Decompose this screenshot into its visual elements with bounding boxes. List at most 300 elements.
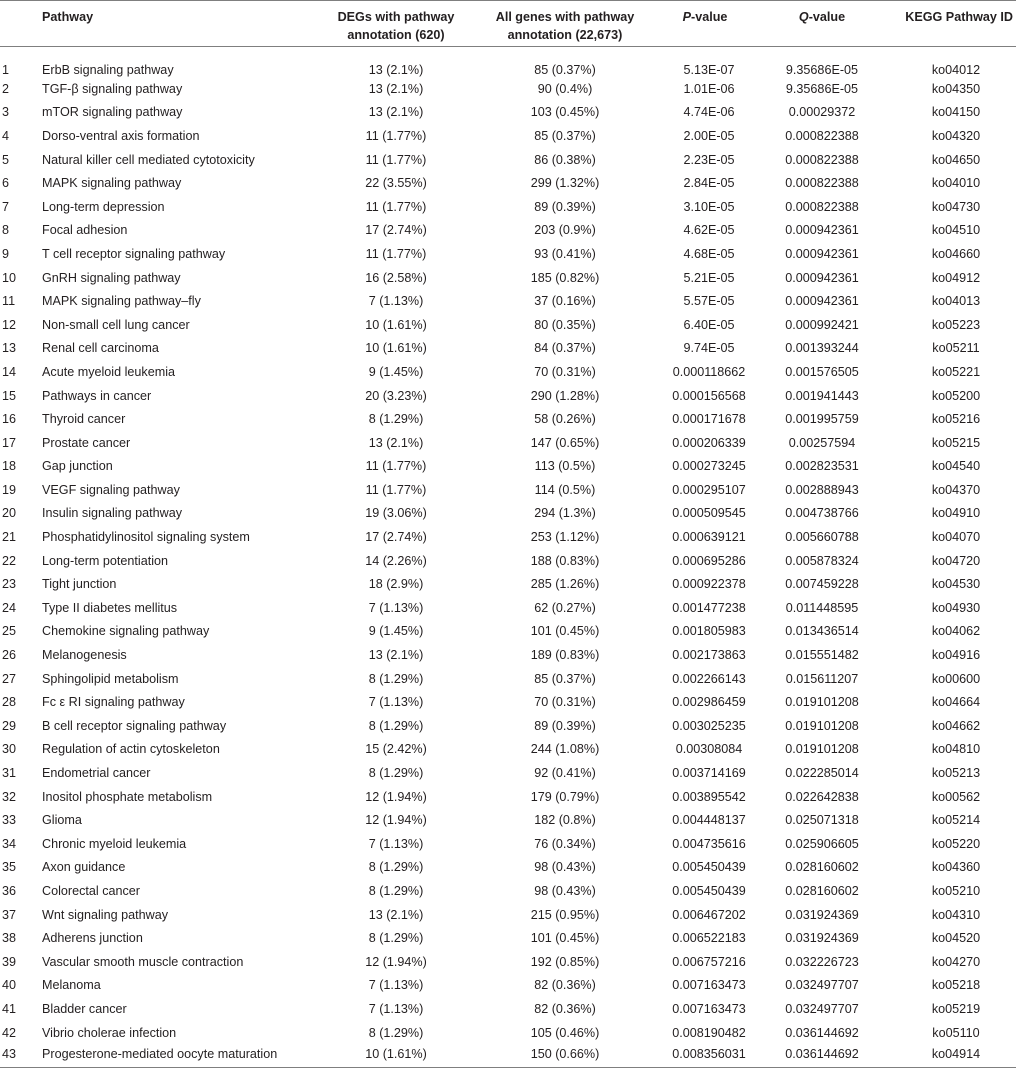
degs-count: 15 (2.42%)	[365, 742, 427, 757]
q-value: 0.001995759	[785, 412, 859, 427]
pathway-name: Axon guidance	[42, 860, 126, 875]
table-row	[0, 431, 1016, 455]
degs-count: 12 (1.94%)	[365, 954, 427, 969]
p-value: 0.000922378	[672, 577, 746, 592]
pathway-name: MAPK signaling pathway–fly	[42, 294, 201, 309]
table-row	[0, 950, 1016, 974]
p-value: 0.000273245	[672, 459, 746, 474]
p-value: 0.003714169	[672, 766, 746, 781]
q-value: 0.000822388	[785, 152, 859, 167]
degs-count: 13 (2.1%)	[368, 435, 424, 450]
pathway-name: Type II diabetes mellitus	[42, 600, 178, 615]
table-row	[0, 856, 1016, 880]
p-value: 0.007163473	[672, 1001, 746, 1016]
all-genes-count: 62 (0.27%)	[534, 600, 596, 615]
row-index: 10	[2, 270, 17, 285]
q-value: 0.004738766	[785, 506, 859, 521]
table-row	[0, 407, 1016, 431]
row-index: 36	[2, 883, 17, 898]
table-row	[0, 1044, 1016, 1068]
kegg-id: ko04520	[931, 931, 981, 946]
p-value: 0.006757216	[672, 954, 746, 969]
table-row	[0, 77, 1016, 101]
pathway-name: B cell receptor signaling pathway	[42, 718, 227, 733]
all-genes-count: 85 (0.37%)	[534, 128, 596, 143]
table-row	[0, 620, 1016, 644]
pathway-name: VEGF signaling pathway	[42, 482, 180, 497]
pathway-name: Bladder cancer	[42, 1001, 127, 1016]
kegg-id: ko05211	[932, 341, 980, 356]
pathway-name: Dorso-ventral axis formation	[42, 128, 200, 143]
pathway-name: Non-small cell lung cancer	[42, 317, 190, 332]
q-value: 0.022642838	[785, 789, 859, 804]
table-row	[0, 124, 1016, 148]
row-index: 38	[2, 931, 17, 946]
degs-count: 20 (3.23%)	[365, 388, 427, 403]
table-row	[0, 738, 1016, 762]
p-value: 0.001477238	[672, 600, 746, 615]
row-index: 28	[2, 695, 17, 710]
all-genes-count: 105 (0.46%)	[530, 1025, 600, 1040]
q-value: 0.011448595	[785, 600, 859, 615]
degs-count: 8 (1.29%)	[368, 860, 424, 875]
pathway-name: Progesterone-mediated oocyte maturation	[42, 1044, 314, 1068]
table-row	[0, 148, 1016, 172]
row-index: 5	[2, 152, 10, 167]
kegg-id: ko04510	[931, 223, 981, 238]
table-row	[0, 101, 1016, 125]
pathway-name: MAPK signaling pathway	[42, 176, 182, 191]
table-row	[0, 384, 1016, 408]
row-index: 14	[2, 364, 17, 379]
kegg-id: ko04660	[931, 246, 981, 261]
header-degs-line2: annotation (620)	[347, 28, 445, 42]
p-value: 5.13E-07	[683, 63, 735, 77]
kegg-id: ko05220	[931, 836, 981, 851]
table-row	[0, 171, 1016, 195]
all-genes-count: 58 (0.26%)	[534, 412, 596, 427]
q-value: 0.022285014	[785, 766, 859, 781]
kegg-id: ko04650	[931, 152, 981, 167]
pathway-name: Focal adhesion	[42, 223, 128, 238]
all-genes-count: 101 (0.45%)	[530, 931, 600, 946]
q-value: 0.025071318	[785, 813, 859, 828]
q-value: 0.001393244	[785, 341, 859, 356]
row-index: 27	[2, 671, 17, 686]
table-row	[0, 219, 1016, 243]
all-genes-count: 92 (0.41%)	[534, 766, 596, 781]
all-genes-count: 189 (0.83%)	[530, 648, 600, 663]
pathway-name: Regulation of actin cytoskeleton	[42, 742, 220, 757]
row-index: 26	[2, 648, 17, 663]
row-index: 34	[2, 836, 17, 851]
kegg-id: ko04270	[931, 954, 981, 969]
all-genes-count: 290 (1.28%)	[530, 388, 600, 403]
q-value: 0.036144692	[785, 1025, 859, 1040]
all-genes-count: 98 (0.43%)	[534, 860, 596, 875]
degs-count: 12 (1.94%)	[365, 789, 427, 804]
degs-count: 13 (2.1%)	[368, 105, 424, 120]
table-body	[0, 47, 1016, 1068]
all-genes-count: 101 (0.45%)	[530, 624, 600, 639]
table-row	[0, 596, 1016, 620]
header-all-line1: All genes with pathway	[495, 10, 635, 24]
q-value: 0.000992421	[785, 317, 859, 332]
q-value: 0.032226723	[785, 954, 859, 969]
degs-count: 10 (1.61%)	[365, 317, 427, 332]
table-row	[0, 47, 1016, 78]
pathway-name: Melanogenesis	[42, 648, 127, 663]
p-value: 0.000695286	[672, 553, 746, 568]
pathway-name: Inositol phosphate metabolism	[42, 789, 213, 804]
q-value: 0.000822388	[785, 176, 859, 191]
all-genes-count: 215 (0.95%)	[530, 907, 600, 922]
all-genes-count: 294 (1.3%)	[534, 506, 596, 521]
pathway-name: Chemokine signaling pathway	[42, 624, 210, 639]
table-row	[0, 997, 1016, 1021]
table-row	[0, 832, 1016, 856]
kegg-id: ko04370	[931, 482, 981, 497]
all-genes-count: 86 (0.38%)	[534, 152, 596, 167]
degs-count: 8 (1.29%)	[368, 883, 424, 898]
pathway-name: Long-term depression	[42, 199, 165, 214]
all-genes-count: 299 (1.32%)	[530, 176, 600, 191]
pathway-name: T cell receptor signaling pathway	[42, 246, 226, 261]
p-value: 0.008356031	[652, 1044, 758, 1068]
kegg-id: ko04013	[931, 294, 981, 309]
p-value: 0.000206339	[672, 435, 746, 450]
table-row	[0, 572, 1016, 596]
header-qvalue-italic: Q	[798, 10, 809, 24]
all-genes-count: 185 (0.82%)	[530, 270, 600, 285]
row-index: 31	[2, 766, 17, 781]
table-row	[0, 903, 1016, 927]
header-pvalue-suffix: -value	[691, 10, 728, 24]
pathway-name: Endometrial cancer	[42, 766, 151, 781]
table-row	[0, 266, 1016, 290]
degs-count: 8 (1.29%)	[368, 766, 424, 781]
pathway-name: Fc ε RI signaling pathway	[42, 695, 185, 710]
q-value: 0.005660788	[785, 530, 859, 545]
all-genes-count: 85 (0.37%)	[534, 671, 596, 686]
pathway-name: Wnt signaling pathway	[42, 907, 169, 922]
q-value: 0.028160602	[785, 860, 859, 875]
p-value: 0.000118662	[672, 364, 746, 379]
p-value: 5.21E-05	[683, 270, 735, 285]
all-genes-count: 85 (0.37%)	[534, 63, 596, 77]
kegg-id: ko04350	[931, 81, 981, 96]
q-value: 0.000822388	[785, 128, 859, 143]
degs-count: 11 (1.77%)	[365, 459, 427, 474]
p-value: 0.000171678	[672, 412, 746, 427]
kegg-id: ko04062	[931, 624, 981, 639]
q-value: 0.019101208	[785, 695, 859, 710]
row-index: 25	[2, 624, 17, 639]
row-index: 42	[2, 1025, 17, 1040]
pathway-name: Chronic myeloid leukemia	[42, 836, 187, 851]
all-genes-count: 70 (0.31%)	[534, 364, 596, 379]
all-genes-count: 90 (0.4%)	[537, 81, 593, 96]
table-row	[0, 549, 1016, 573]
row-index: 3	[2, 105, 10, 120]
q-value: 0.031924369	[785, 931, 859, 946]
header-pathway: Pathway	[42, 1, 314, 47]
degs-count: 11 (1.77%)	[365, 128, 427, 143]
row-index: 43	[0, 1044, 42, 1068]
degs-count: 7 (1.13%)	[368, 836, 424, 851]
degs-count: 17 (2.74%)	[365, 530, 427, 545]
kegg-id: ko04530	[931, 577, 981, 592]
degs-count: 7 (1.13%)	[368, 600, 424, 615]
pathway-name: Sphingolipid metabolism	[42, 671, 179, 686]
pathway-name: Vibrio cholerae infection	[42, 1025, 177, 1040]
kegg-id: ko00600	[931, 671, 981, 686]
degs-count: 7 (1.13%)	[368, 294, 424, 309]
q-value: 0.025906605	[785, 836, 859, 851]
p-value: 4.62E-05	[683, 223, 735, 238]
degs-count: 10 (1.61%)	[365, 341, 427, 356]
pathway-name: Melanoma	[42, 978, 101, 993]
pathway-name: mTOR signaling pathway	[42, 105, 183, 120]
pathway-name: Acute myeloid leukemia	[42, 364, 175, 379]
table-row	[0, 1021, 1016, 1045]
kegg-id: ko04914	[886, 1044, 1016, 1068]
kegg-id: ko04910	[931, 506, 981, 521]
all-genes-count: 244 (1.08%)	[530, 742, 600, 757]
kegg-id: ko04310	[931, 907, 981, 922]
kegg-id: ko05221	[931, 364, 981, 379]
degs-count: 16 (2.58%)	[365, 270, 427, 285]
p-value: 0.006467202	[672, 907, 746, 922]
p-value: 6.40E-05	[683, 317, 735, 332]
header-pvalue	[652, 1, 758, 47]
p-value: 5.57E-05	[683, 294, 735, 309]
row-index: 29	[2, 718, 17, 733]
kegg-id: ko05213	[931, 766, 981, 781]
header-all-genes	[478, 1, 652, 47]
header-index	[0, 1, 42, 47]
p-value: 0.002986459	[672, 695, 746, 710]
row-index: 15	[2, 388, 17, 403]
table-row	[0, 808, 1016, 832]
p-value: 2.00E-05	[683, 128, 735, 143]
header-pvalue-italic: P	[682, 10, 691, 24]
q-value: 0.019101208	[785, 742, 859, 757]
all-genes-count: 82 (0.36%)	[534, 978, 596, 993]
degs-count: 8 (1.29%)	[368, 718, 424, 733]
p-value: 0.00308084	[675, 742, 743, 757]
q-value: 0.000822388	[785, 199, 859, 214]
table-row	[0, 667, 1016, 691]
q-value: 0.005878324	[785, 553, 859, 568]
row-index: 33	[2, 813, 17, 828]
pathway-name: TGF-β signaling pathway	[42, 81, 183, 96]
kegg-id: ko00562	[931, 789, 981, 804]
table-row	[0, 974, 1016, 998]
degs-count: 11 (1.77%)	[365, 246, 427, 261]
kegg-id: ko04010	[931, 176, 981, 191]
table-row	[0, 195, 1016, 219]
table-row	[0, 360, 1016, 384]
kegg-id: ko04540	[931, 459, 981, 474]
kegg-id: ko04320	[931, 128, 981, 143]
kegg-id: ko05219	[931, 1001, 981, 1016]
row-index: 13	[2, 341, 17, 356]
p-value: 0.006522183	[672, 931, 746, 946]
row-index: 8	[2, 223, 10, 238]
all-genes-count: 192 (0.85%)	[530, 954, 600, 969]
p-value: 2.23E-05	[683, 152, 735, 167]
table-row	[0, 926, 1016, 950]
row-index: 20	[2, 506, 17, 521]
row-index: 18	[2, 459, 17, 474]
pathway-name: Phosphatidylinositol signaling system	[42, 530, 250, 545]
header-all-line2: annotation (22,673)	[507, 28, 623, 42]
p-value: 0.007163473	[672, 978, 746, 993]
kegg-id: ko05214	[931, 813, 981, 828]
table-row	[0, 313, 1016, 337]
all-genes-count: 70 (0.31%)	[534, 695, 596, 710]
row-index: 4	[2, 128, 10, 143]
pathway-name: Renal cell carcinoma	[42, 341, 159, 356]
table-row	[0, 690, 1016, 714]
degs-count: 9 (1.45%)	[368, 624, 424, 639]
table-row	[0, 455, 1016, 479]
kegg-id: ko04730	[931, 199, 981, 214]
header-qvalue-suffix: -value	[808, 10, 846, 24]
table-row	[0, 714, 1016, 738]
kegg-id: ko04720	[931, 553, 981, 568]
q-value: 0.00029372	[788, 105, 856, 120]
kegg-id: ko05216	[931, 412, 981, 427]
degs-count: 17 (2.74%)	[365, 223, 427, 238]
q-value: 0.036144692	[758, 1044, 886, 1068]
table-row	[0, 502, 1016, 526]
all-genes-count: 113 (0.5%)	[534, 459, 596, 474]
q-value: 0.000942361	[785, 246, 859, 261]
p-value: 0.002266143	[672, 671, 746, 686]
q-value: 0.019101208	[785, 718, 859, 733]
degs-count: 7 (1.13%)	[368, 1001, 424, 1016]
q-value: 0.000942361	[785, 294, 859, 309]
row-index: 17	[2, 435, 17, 450]
all-genes-count: 285 (1.26%)	[530, 577, 600, 592]
q-value: 0.013436514	[785, 624, 859, 639]
pathway-name: Vascular smooth muscle contraction	[42, 954, 244, 969]
row-index: 19	[2, 482, 17, 497]
q-value: 0.002823531	[785, 459, 859, 474]
table-row	[0, 289, 1016, 313]
degs-count: 10 (1.61%)	[314, 1044, 478, 1068]
header-qvalue	[758, 1, 886, 47]
kegg-id: ko04662	[931, 718, 981, 733]
degs-count: 12 (1.94%)	[365, 813, 427, 828]
q-value: 0.015611207	[785, 671, 859, 686]
all-genes-count: 188 (0.83%)	[530, 553, 600, 568]
header-degs-line1: DEGs with pathway	[337, 10, 455, 24]
all-genes-count: 182 (0.8%)	[534, 813, 596, 828]
degs-count: 7 (1.13%)	[368, 695, 424, 710]
kegg-id: ko04664	[931, 695, 981, 710]
table-row	[0, 785, 1016, 809]
p-value: 0.004735616	[672, 836, 746, 851]
pathway-name: Adherens junction	[42, 931, 143, 946]
p-value: 2.84E-05	[683, 176, 735, 191]
all-genes-count: 150 (0.66%)	[478, 1044, 652, 1068]
all-genes-count: 98 (0.43%)	[534, 883, 596, 898]
degs-count: 11 (1.77%)	[365, 152, 427, 167]
kegg-id: ko04012	[931, 63, 981, 77]
header-kegg-id: KEGG Pathway ID	[886, 1, 1016, 47]
q-value: 0.007459228	[785, 577, 859, 592]
q-value: 0.001941443	[785, 388, 859, 403]
kegg-id: ko05218	[931, 978, 981, 993]
all-genes-count: 147 (0.65%)	[530, 435, 600, 450]
row-index: 22	[2, 553, 17, 568]
p-value: 0.000509545	[672, 506, 746, 521]
p-value: 0.005450439	[672, 883, 746, 898]
p-value: 0.001805983	[672, 624, 746, 639]
p-value: 0.000156568	[672, 388, 746, 403]
row-index: 39	[2, 954, 17, 969]
degs-count: 8 (1.29%)	[368, 671, 424, 686]
p-value: 4.68E-05	[683, 246, 735, 261]
degs-count: 9 (1.45%)	[368, 364, 424, 379]
table-row	[0, 242, 1016, 266]
kegg-id: ko04810	[931, 742, 981, 757]
p-value: 0.004448137	[672, 813, 746, 828]
p-value: 3.10E-05	[683, 199, 735, 214]
kegg-id: ko04912	[931, 270, 981, 285]
kegg-id: ko05215	[931, 435, 981, 450]
all-genes-count: 93 (0.41%)	[534, 246, 596, 261]
kegg-id: ko04916	[931, 648, 981, 663]
q-value: 0.002888943	[785, 482, 859, 497]
table-row	[0, 525, 1016, 549]
table-row	[0, 643, 1016, 667]
q-value: 0.015551482	[785, 648, 859, 663]
row-index: 30	[2, 742, 17, 757]
degs-count: 13 (2.1%)	[368, 907, 424, 922]
row-index: 1	[2, 63, 10, 77]
degs-count: 8 (1.29%)	[368, 1025, 424, 1040]
degs-count: 14 (2.26%)	[365, 553, 427, 568]
q-value: 0.028160602	[785, 883, 859, 898]
p-value: 0.003025235	[672, 718, 746, 733]
q-value: 0.032497707	[785, 1001, 859, 1016]
pathway-name: Gap junction	[42, 459, 113, 474]
q-value: 0.00257594	[788, 435, 856, 450]
degs-count: 11 (1.77%)	[365, 482, 427, 497]
all-genes-count: 76 (0.34%)	[534, 836, 596, 851]
row-index: 7	[2, 199, 10, 214]
p-value: 0.002173863	[672, 648, 746, 663]
degs-count: 8 (1.29%)	[368, 931, 424, 946]
degs-count: 8 (1.29%)	[368, 412, 424, 427]
row-index: 21	[2, 530, 17, 545]
degs-count: 13 (2.1%)	[368, 63, 424, 77]
all-genes-count: 179 (0.79%)	[530, 789, 600, 804]
p-value: 0.008190482	[672, 1025, 746, 1040]
all-genes-count: 89 (0.39%)	[534, 199, 596, 214]
row-index: 9	[2, 246, 10, 261]
degs-count: 19 (3.06%)	[365, 506, 427, 521]
degs-count: 11 (1.77%)	[365, 199, 427, 214]
all-genes-count: 114 (0.5%)	[534, 482, 596, 497]
table-row	[0, 879, 1016, 903]
p-value: 9.74E-05	[683, 341, 735, 356]
row-index: 41	[2, 1001, 17, 1016]
